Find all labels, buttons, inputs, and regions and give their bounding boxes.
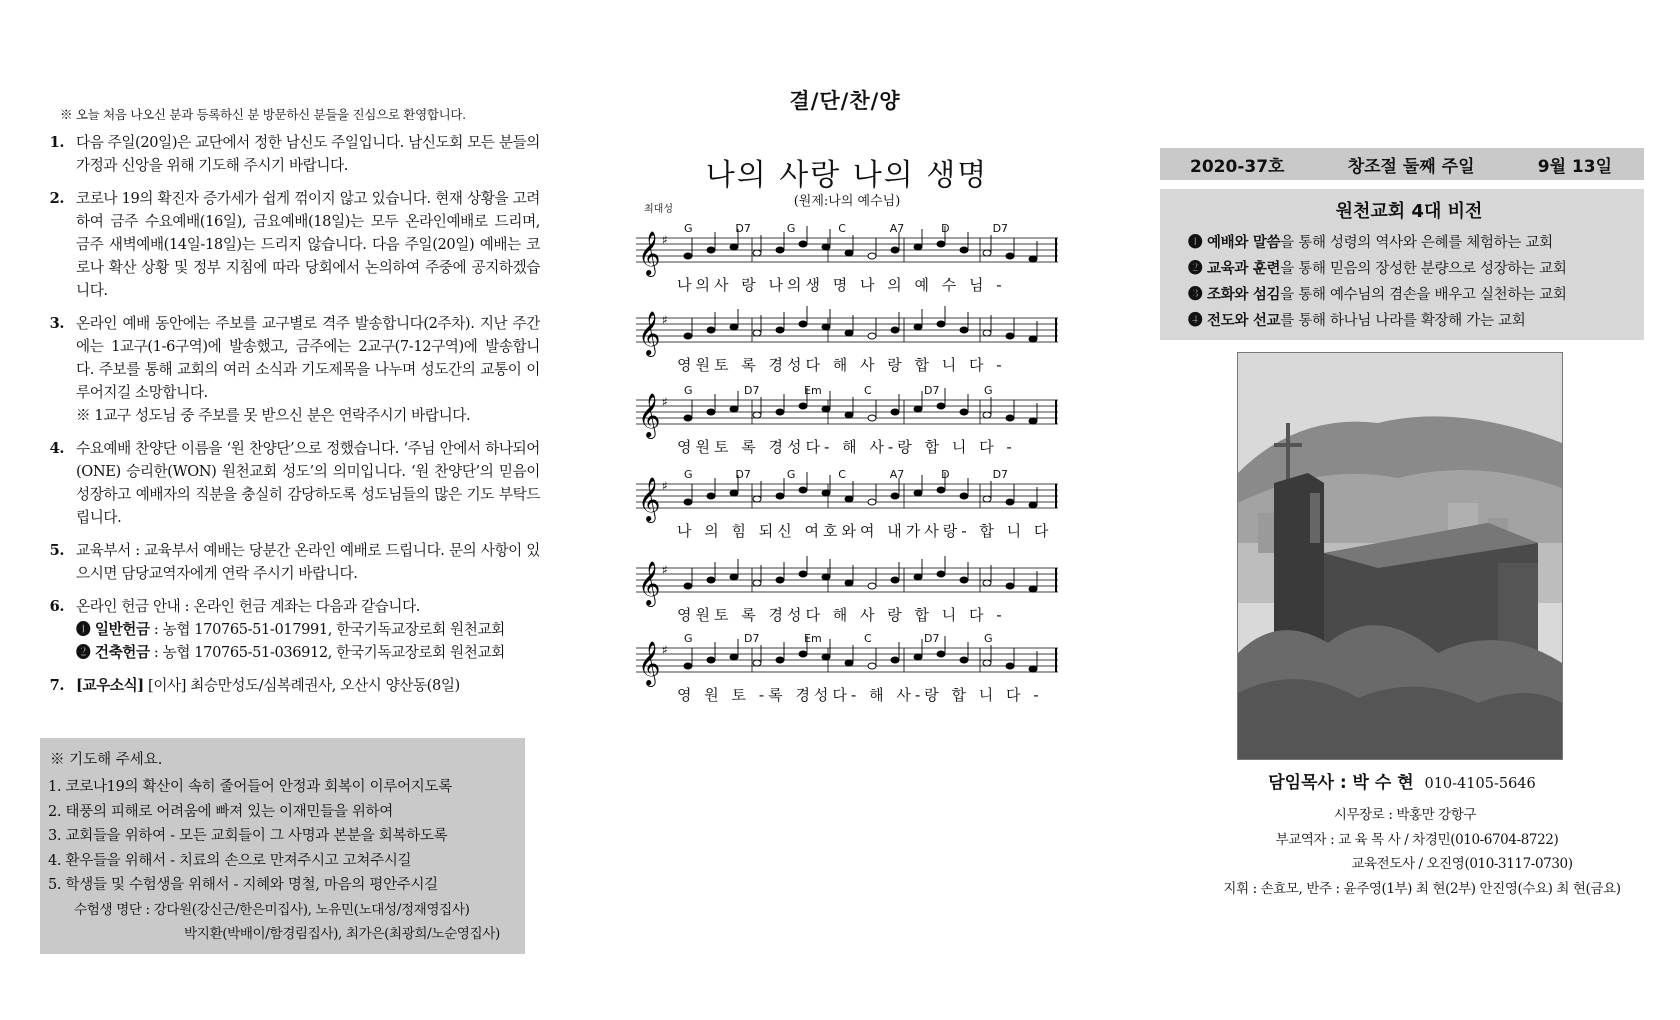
note-head <box>1006 663 1014 669</box>
church-staff <box>1160 768 1644 901</box>
bulletin-cover <box>1160 148 1644 340</box>
chord-symbol: D7 <box>924 632 940 645</box>
note-head <box>891 247 899 253</box>
note-head <box>960 657 968 663</box>
note-head <box>799 403 807 409</box>
news-text: 수요예배 찬양단 이름을 ‘원 찬양단’으로 정했습니다. ‘주님 안에서 하나되어(ONE) 승리한(WON) 원천교회 성도’의 의미입니다. ‘원 찬양단’의 믿음이 성장하고 예배자의 직분을 충실히 감당하도록 성도님들의 많은 기도 부탁드립니다. <box>76 440 540 526</box>
chord-symbol: A7 <box>889 222 905 235</box>
note-head <box>707 493 715 499</box>
note-head <box>753 250 761 256</box>
note-head <box>845 660 853 666</box>
note-head <box>684 253 692 259</box>
news-number: 5. <box>49 542 64 559</box>
note-head <box>937 487 945 493</box>
news-item <box>40 131 540 177</box>
note-head <box>799 241 807 247</box>
note-head <box>891 409 899 415</box>
news-item <box>40 595 540 664</box>
prayer-item: 1. 코로나19의 확산이 속히 줄어들어 안정과 회복이 이루어지도록 <box>48 779 452 795</box>
prayer-item: 2. 태풍의 피해로 어려움에 빠져 있는 이재민들을 위하여 <box>48 803 393 820</box>
prayer-item: 3. 교회들을 위하여 - 모든 교회들이 그 사명과 본분을 회복하도록 <box>48 828 448 844</box>
note-head <box>799 651 807 657</box>
note-head <box>937 321 945 327</box>
note-head <box>868 253 876 259</box>
key-signature-icon: ♯ <box>662 233 668 247</box>
treble-clef-icon: 𝄞 <box>638 393 661 437</box>
note-head <box>1006 415 1014 421</box>
key-signature-icon: ♯ <box>662 563 668 577</box>
note-head <box>983 250 991 256</box>
note-head <box>891 327 899 333</box>
chord-symbol: Em <box>804 384 822 397</box>
news-text: 코로나 19의 확진자 증가세가 쉽게 꺾이지 않고 있습니다. 현재 상황을 고려하여 금주 수요예배(16일), 금요예배(18일)는 모두 온라인예배로 드리며, 금주 새벽예배(14일-18일)는 드리지 않습니다. 다음 주일(20일) 예배는 코로나 확산 상황 및 정부 지침에 따라 당회에서 논의하여 주중에 공지하겠습니다. <box>76 190 540 299</box>
issue-bar <box>1160 148 1644 180</box>
lyric-line: 영원토 록 경성다 해 사 랑 합 니 다 - <box>677 356 1006 374</box>
note-head <box>730 654 738 660</box>
education-minister: 교육전도사 / 오진영(010-3117-0730) <box>1351 856 1573 872</box>
chord-symbol: G <box>984 384 993 397</box>
note-head <box>845 580 853 586</box>
note-head <box>1029 666 1037 672</box>
note-head <box>730 324 738 330</box>
note-head <box>845 330 853 336</box>
chord-symbol: C <box>838 222 846 235</box>
chord-symbol: C <box>864 384 872 397</box>
lyric-line: 나의사 랑 나의생 명 나 의 예 수 님 - <box>677 276 1006 294</box>
chord-symbol: D7 <box>735 468 751 481</box>
note-head <box>937 403 945 409</box>
note-head <box>891 577 899 583</box>
news-number: 4. <box>49 440 64 457</box>
song-title: 나의 사랑 나의 생명 <box>705 158 989 193</box>
note-head <box>914 324 922 330</box>
news-list <box>40 131 540 697</box>
vision-item: ❶ 예배와 말씀을 통해 성령의 역사와 은혜를 체험하는 교회 <box>1188 234 1553 251</box>
news-text: 온라인 예배 동안에는 주보를 교구별로 격주 발송합니다(2주차). 지난 주간에는 1교구(1-6구역)에 발송했고, 금주에는 2교구(7-12구역)에 발송합니다. 주보를 통해 교회의 여러 소식과 기도제목을 나누며 성도간의 교통이 이루어지길 소망합니다. <box>76 315 540 401</box>
chord-symbol: D <box>941 468 950 481</box>
issue-date: 9월 13일 <box>1537 156 1612 177</box>
note-head <box>730 574 738 580</box>
note-head <box>1029 418 1037 424</box>
chord-symbol: G <box>684 632 693 645</box>
note-head <box>822 406 830 412</box>
note-head <box>776 493 784 499</box>
note-head <box>822 244 830 250</box>
news-label: [교우소식] <box>76 677 144 694</box>
prayer-item: 4. 환우들을 위해서 - 치료의 손으로 만져주시고 고쳐주시길 <box>48 852 412 869</box>
note-head <box>983 330 991 336</box>
note-head <box>845 496 853 502</box>
note-head <box>799 321 807 327</box>
note-head <box>776 577 784 583</box>
note-head <box>891 657 899 663</box>
lyric-line: 영원토 록 경성다 해 사 랑 합 니 다 - <box>677 606 1006 624</box>
chord-symbol: D7 <box>744 632 760 645</box>
chord-symbol: D7 <box>735 222 751 235</box>
chord-symbol: G <box>786 222 796 235</box>
note-head <box>730 406 738 412</box>
note-head <box>730 490 738 496</box>
offering-account-general: ❶ 일반헌금 : 농협 170765-51-017991, 한국기독교장로회 원천교회 <box>76 621 505 638</box>
note-head <box>707 247 715 253</box>
note-head <box>983 412 991 418</box>
key-signature-icon: ♯ <box>662 479 668 493</box>
song-column <box>630 85 1060 127</box>
key-signature-icon: ♯ <box>662 313 668 327</box>
note-head <box>822 324 830 330</box>
chord-symbol: Em <box>804 632 822 645</box>
treble-clef-icon: 𝄞 <box>638 477 661 521</box>
chord-symbol: G <box>786 468 796 481</box>
note-head <box>914 654 922 660</box>
chord-symbol: D7 <box>992 222 1009 235</box>
offering-account-building: ❷ 건축헌금 : 농협 170765-51-036912, 한국기독교장로회 원천교회 <box>76 644 505 661</box>
exam-students: 수험생 명단 : 강다원(강신근/한은미집사), 노유민(노대성/정재영집사) 박지환(박배이/함경림집사), 최가은(최광희/노순영집사) <box>74 901 500 942</box>
note-head <box>868 499 876 505</box>
note-head <box>1029 502 1037 508</box>
treble-clef-icon: 𝄞 <box>638 311 661 355</box>
chord-symbol: G <box>684 384 693 397</box>
note-head <box>960 327 968 333</box>
news-number: 7. <box>49 677 64 694</box>
vision-item: ❹ 전도와 선교를 통해 하나님 나라를 확장해 가는 교회 <box>1188 312 1526 329</box>
note-head <box>1006 499 1014 505</box>
note-head <box>753 330 761 336</box>
note-head <box>1029 256 1037 262</box>
note-head <box>799 487 807 493</box>
note-head <box>776 247 784 253</box>
news-note: ※ 1교구 성도님 중 주보를 못 받으신 분은 연락주시기 바랍니다. <box>76 407 471 424</box>
note-head <box>914 244 922 250</box>
note-head <box>707 577 715 583</box>
note-head <box>960 577 968 583</box>
note-head <box>914 406 922 412</box>
note-head <box>960 247 968 253</box>
news-number: 3. <box>49 315 64 332</box>
prayer-box <box>40 738 525 954</box>
welcome-note: ※ 오늘 처음 나오신 분과 등록하신 분 방문하신 분들을 진심으로 환영합니다. <box>60 107 466 122</box>
lyric-line: 영 원 토 -록 경성다- 해 사-랑 합 니 다 - <box>677 686 1043 704</box>
note-head <box>1006 333 1014 339</box>
news-text: 다음 주일(20일)은 교단에서 정한 남신도 주일입니다. 남신도회 모든 분들의 가정과 신앙을 위해 기도해 주시기 바랍니다. <box>76 134 540 174</box>
note-head <box>684 663 692 669</box>
issue-number: 2020-37호 <box>1190 156 1285 177</box>
news-number: 2. <box>49 190 64 207</box>
note-head <box>1029 586 1037 592</box>
associate-pastor: 부교역자 : 교 육 목 사 / 차경민(010-6704-8722) <box>1275 831 1559 848</box>
chord-symbol: D7 <box>924 384 940 397</box>
note-head <box>776 409 784 415</box>
note-head <box>937 241 945 247</box>
note-head <box>707 409 715 415</box>
note-head <box>937 651 945 657</box>
prayer-title: ※ 기도해 주세요. <box>50 752 163 768</box>
note-head <box>776 657 784 663</box>
note-head <box>868 663 876 669</box>
note-head <box>868 333 876 339</box>
treble-clef-icon: 𝄞 <box>638 231 661 275</box>
note-head <box>960 409 968 415</box>
note-head <box>983 496 991 502</box>
chord-symbol: G <box>984 632 993 645</box>
note-head <box>684 499 692 505</box>
note-head <box>1006 253 1014 259</box>
note-head <box>914 574 922 580</box>
vision-box <box>1160 189 1644 340</box>
news-item <box>40 539 540 585</box>
section-heading: 결/단/찬/양 <box>789 88 901 113</box>
note-head <box>707 327 715 333</box>
chord-symbol: G <box>684 468 693 481</box>
church-photo <box>1237 352 1563 760</box>
note-head <box>684 333 692 339</box>
senior-pastor: 담임목사 : 박 수 현 010-4105-5646 <box>1268 773 1536 793</box>
church-building-image <box>1238 353 1562 759</box>
note-head <box>684 583 692 589</box>
note-head <box>1029 336 1037 342</box>
elders: 시무장로 : 박홍만 강항구 <box>1333 807 1477 823</box>
chord-symbol: D <box>941 222 950 235</box>
note-head <box>937 571 945 577</box>
treble-clef-icon: 𝄞 <box>638 641 661 685</box>
lyric-line: 나 의 힘 되신 여호와여 내가사랑- 합 니 다 <box>677 522 1053 540</box>
note-head <box>753 496 761 502</box>
sheet-music <box>632 150 1062 740</box>
news-item <box>40 437 540 529</box>
note-head <box>868 583 876 589</box>
composer: 최대성 <box>644 204 673 215</box>
note-head <box>983 580 991 586</box>
note-head <box>822 654 830 660</box>
news-item <box>40 187 540 302</box>
note-head <box>1006 583 1014 589</box>
news-number: 6. <box>49 598 64 615</box>
sunday-name: 창조절 둘째 주일 <box>1347 156 1475 177</box>
news-text: [이사] 최승만성도/심복례권사, 오산시 양산동(8일) <box>143 677 460 694</box>
note-head <box>914 490 922 496</box>
announcements-column <box>40 105 540 707</box>
note-head <box>753 660 761 666</box>
chord-symbol: D7 <box>744 384 760 397</box>
chord-symbol: G <box>684 222 693 235</box>
note-head <box>822 490 830 496</box>
prayer-item: 5. 학생들 및 수험생을 위해서 - 지혜와 명철, 마음의 평안주시길 <box>48 877 438 893</box>
vision-item: ❸ 조화와 섬김을 통해 예수님의 겸손을 배우고 실천하는 교회 <box>1188 286 1567 303</box>
note-head <box>753 580 761 586</box>
news-number: 1. <box>49 134 64 151</box>
key-signature-icon: ♯ <box>662 643 668 657</box>
note-head <box>730 244 738 250</box>
news-item <box>40 674 540 697</box>
note-head <box>753 412 761 418</box>
note-head <box>845 412 853 418</box>
chord-symbol: C <box>864 632 872 645</box>
chord-symbol: C <box>838 468 846 481</box>
key-signature-icon: ♯ <box>662 395 668 409</box>
choir-staff: 지휘 : 손효모, 반주 : 윤주영(1부) 최 현(2부) 안진영(수요) 최 현(금요) <box>1223 880 1621 897</box>
chord-symbol: D7 <box>992 468 1009 481</box>
note-head <box>960 493 968 499</box>
lyric-line: 영원토 록 경성다- 해 사-랑 합 니 다 - <box>677 438 1016 456</box>
news-text: 온라인 헌금 안내 : 온라인 헌금 계좌는 다음과 같습니다. <box>76 598 421 615</box>
note-head <box>868 415 876 421</box>
vision-title: 원천교회 4대 비전 <box>1335 201 1483 222</box>
note-head <box>707 657 715 663</box>
note-head <box>891 493 899 499</box>
song-subtitle: (원제:나의 예수님) <box>793 194 901 209</box>
treble-clef-icon: 𝄞 <box>638 561 661 605</box>
note-head <box>983 660 991 666</box>
note-head <box>822 574 830 580</box>
prayer-list <box>48 775 513 898</box>
chord-symbol: A7 <box>889 468 905 481</box>
note-head <box>684 415 692 421</box>
note-head <box>776 327 784 333</box>
note-head <box>845 250 853 256</box>
news-item <box>40 312 540 427</box>
vision-item: ❷ 교육과 훈련을 통해 믿음의 장성한 분량으로 성장하는 교회 <box>1188 260 1567 277</box>
news-text: 교육부서 : 교육부서 예배는 당분간 온라인 예배로 드립니다. 문의 사항이 있으시면 담당교역자에게 연락 주시기 바랍니다. <box>76 542 540 582</box>
note-head <box>799 571 807 577</box>
